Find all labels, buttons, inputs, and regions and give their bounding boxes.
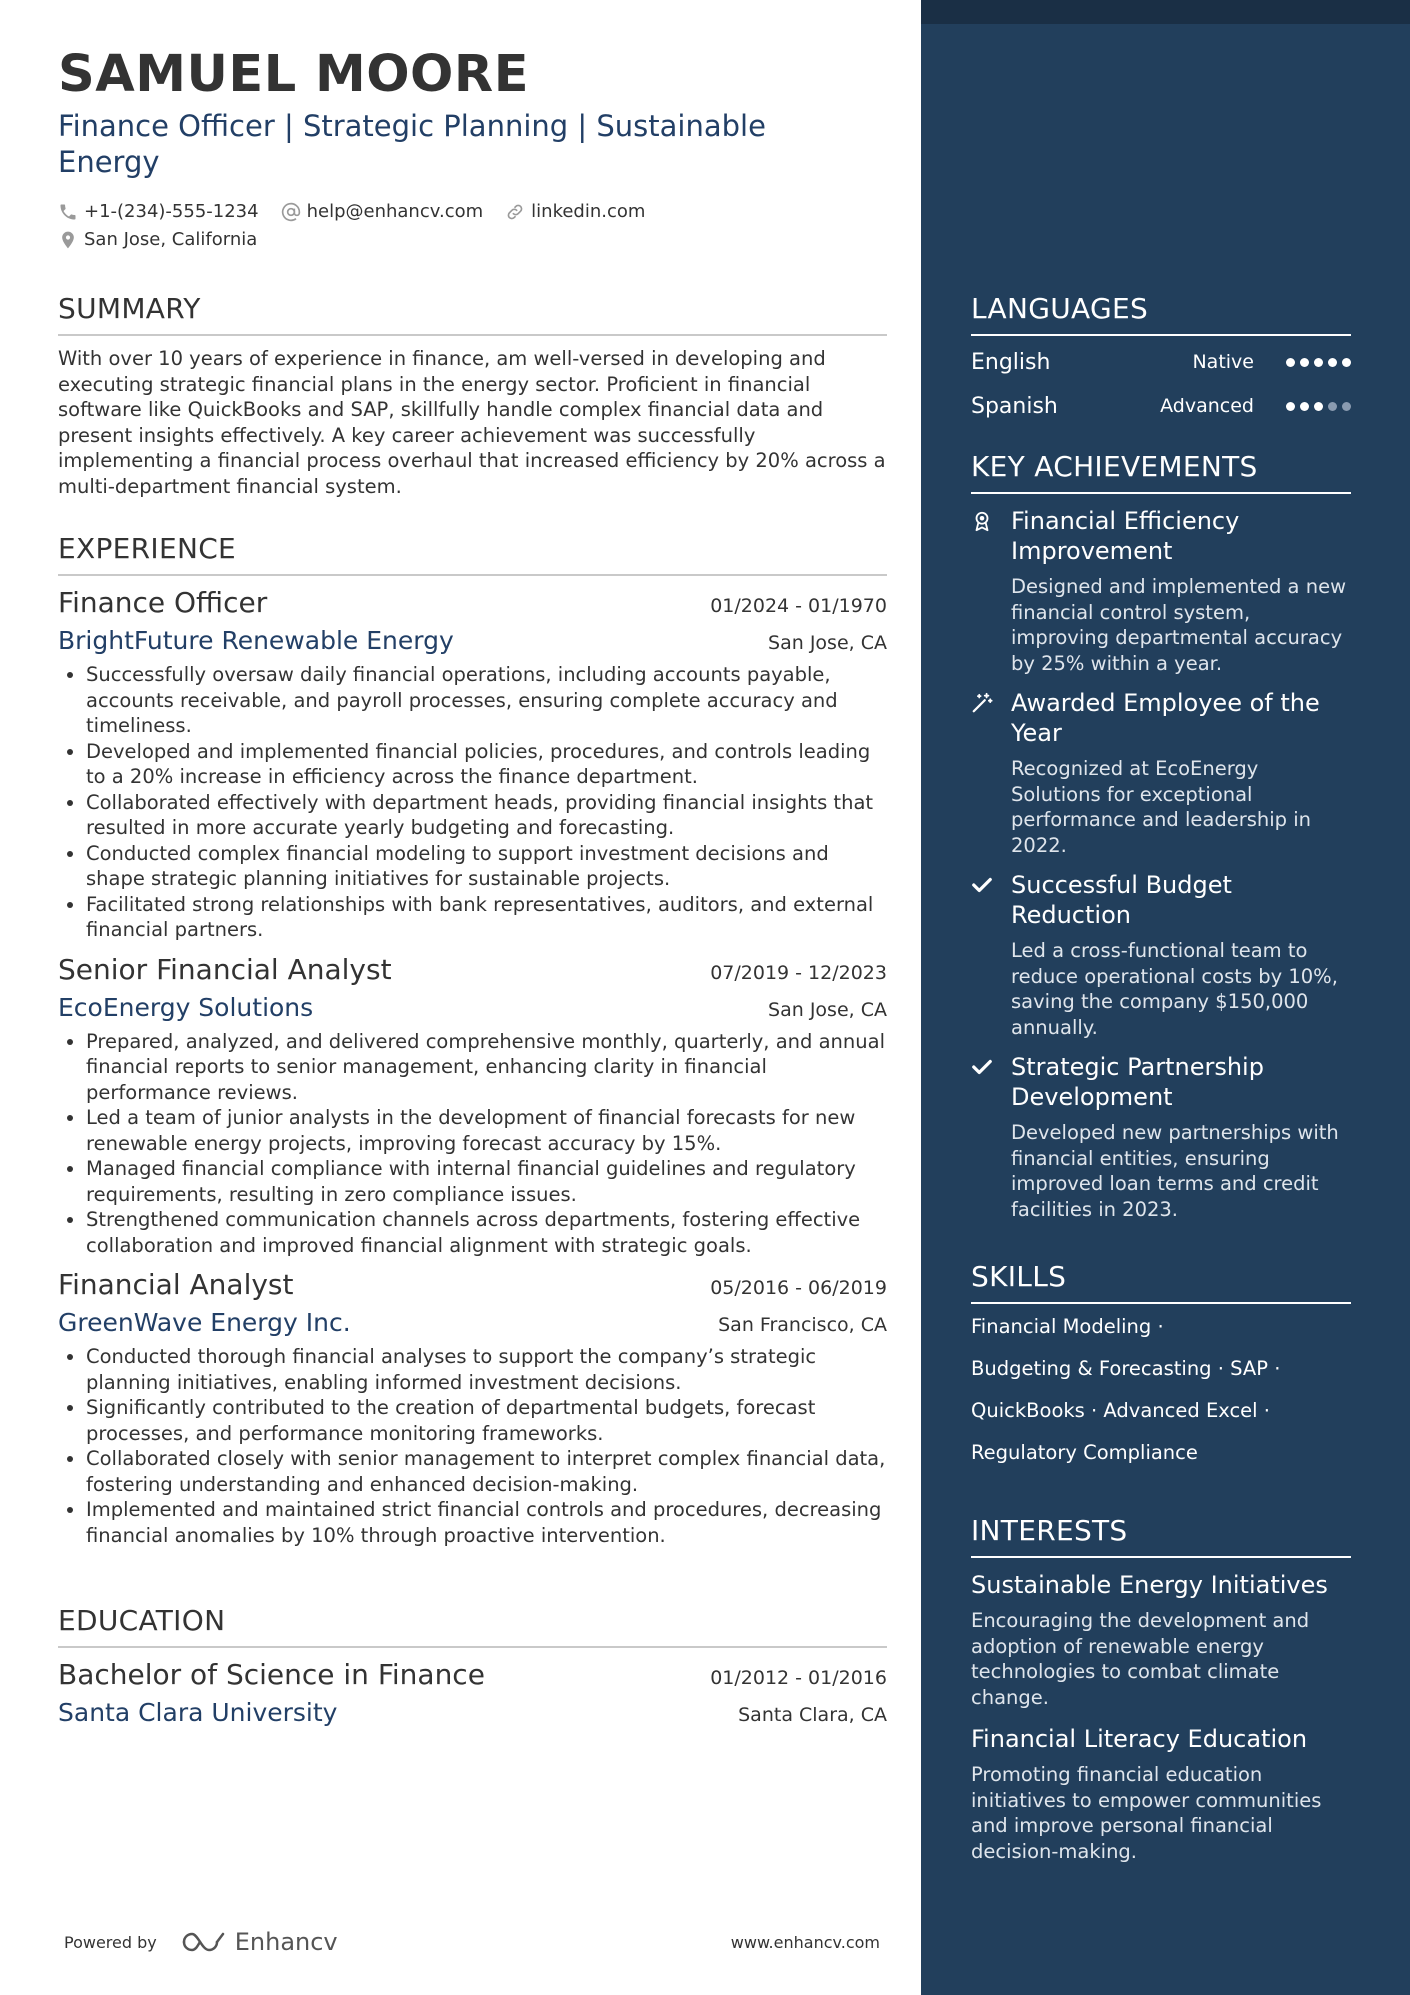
achievements-section [971,450,1351,1222]
interests-title: INTERESTS [971,1514,1351,1558]
achievement-item [971,688,1351,858]
job-bullet: • Conducted thorough financial analyses to support the company’s strategic planning initiatives, enabling informed investment decisions. [86,1344,887,1395]
sidebar-top-band [921,0,1410,24]
link-icon [505,202,525,222]
at-sign-icon [281,202,301,222]
achievement-item [971,870,1351,1040]
skills-section [971,1260,1351,1474]
job-bullet: • Collaborated effectively with department heads, providing financial insights that resulted in more accurate yearly budgeting and forecasting. [86,790,887,841]
rating-dot [1314,358,1323,367]
job-entry [58,584,887,943]
interest-desc: Promoting financial education initiatives to empower communities and improve personal financial decision-making. [971,1763,1322,1863]
achievement-title: Awarded Employee of the Year [1011,689,1320,747]
job-title: Financial Analyst [58,1268,294,1301]
job-entry [58,1266,887,1548]
rating-dot [1328,402,1337,411]
job-bullet: • Led a team of junior analysts in the development of financial forecasts for new renewable energy projects, improving forecast accuracy by 15%. [86,1105,887,1156]
achievement-item [971,506,1351,676]
email-contact[interactable] [281,198,484,226]
powered-by [64,1928,338,1956]
education-section [58,1604,887,1730]
rating-dot [1286,402,1295,411]
skills-title: SKILLS [971,1260,1351,1304]
job-company: BrightFuture Renewable Energy [58,626,454,655]
checkmark-icon [971,874,993,896]
job-location: San Jose, CA [768,632,887,654]
location-contact [58,226,257,254]
job-dates: 07/2019 - 12/2023 [710,961,887,984]
skill-line: QuickBooks · Advanced Excel · [971,1399,1270,1422]
email-text[interactable]: help@enhancv.com [306,201,484,222]
rating-dot [1300,358,1309,367]
language-level: Native [1192,351,1254,373]
language-level: Advanced [1160,395,1254,417]
rating-dot [1314,402,1323,411]
interests-section [971,1514,1351,1864]
language-rating [1286,402,1351,411]
rating-dot [1328,358,1337,367]
language-name: Spanish [971,393,1058,419]
job-location: San Jose, CA [768,998,887,1021]
achievement-desc: Designed and implemented a new financial control system, improving departmental accuracy by 25% within a year. [1011,575,1347,675]
rating-dot [1300,402,1309,411]
job-title: Finance Officer [58,586,268,619]
interest-title: Financial Literacy Education [971,1725,1308,1753]
brand-name: Enhancv [234,1928,338,1956]
interest-item [971,1570,1351,1710]
rating-dot [1342,402,1351,411]
school-name: Santa Clara University [58,1698,338,1727]
job-bullet: • Implemented and maintained strict financial controls and procedures, decreasing financial anomalies by 10% through proactive intervention. [86,1497,887,1548]
job-title: Senior Financial Analyst [58,952,392,986]
phone-icon [58,202,78,222]
checkmark-icon [971,1056,993,1078]
interest-desc: Encouraging the development and adoption of renewable energy technologies to combat climate change. [971,1609,1310,1709]
website-link[interactable]: www.enhancv.com [730,1932,880,1952]
job-bullet: • Facilitated strong relationships with bank representatives, auditors, and external financial partners. [86,892,887,943]
skill-line: Financial Modeling · [971,1315,1164,1338]
achievement-desc: Developed new partnerships with financial entities, ensuring improved loan terms and credit facilities in 2023. [1011,1121,1339,1221]
phone-text: +1-(234)-555-1234 [84,201,259,222]
school-location: Santa Clara, CA [738,1704,887,1726]
languages-section [971,292,1351,428]
job-bullet: • Collaborated closely with senior management to interpret complex financial data, fostering understanding and enhanced decision-making. [86,1446,887,1497]
job-bullets [58,1029,887,1259]
candidate-headline: Finance Officer | Strategic Planning | Sustainable Energy [58,109,766,179]
job-dates: 01/2024 - 01/1970 [710,595,887,617]
achievement-desc: Recognized at EcoEnergy Solutions for exceptional performance and leadership in 2022. [1011,757,1312,857]
resume-header [58,44,887,254]
summary-text: With over 10 years of experience in finance, am well-versed in developing and executing strategic financial plans in the energy sector. Proficient in financial software like QuickBooks and SAP, skillfully handle complex financial data and present insights effectively. A key career achievement was successfully implementing a financial process overhaul that increased efficiency by 20% across a multi-department financial system. [58,347,886,498]
job-bullet: • Managed financial compliance with internal financial guidelines and regulatory requirements, resulting in zero compliance issues. [86,1156,887,1207]
job-bullet: • Conducted complex financial modeling to support investment decisions and shape strategic planning initiatives for sustainable projects. [86,841,887,892]
job-company: GreenWave Energy Inc. [58,1308,351,1337]
job-bullet: • Strengthened communication channels across departments, fostering effective collaboration and improved financial alignment with strategic goals. [86,1207,887,1258]
linkedin-text[interactable]: linkedin.com [531,201,646,222]
education-title: EDUCATION [58,1604,887,1648]
experience-title: EXPERIENCE [58,532,887,576]
phone-contact [58,198,259,226]
achievements-title: KEY ACHIEVEMENTS [971,450,1351,494]
summary-title: SUMMARY [58,292,887,336]
summary-section [58,292,887,499]
rating-dot [1342,358,1351,367]
sidebar [921,0,1410,1995]
enhancv-logo-icon [181,1930,227,1954]
job-bullet: • Successfully oversaw daily financial operations, including accounts payable, accounts receivable, and payroll processes, ensuring complete accuracy and timeliness. [86,662,887,739]
education-dates: 01/2012 - 01/2016 [710,1667,887,1689]
skill-line: Regulatory Compliance [971,1441,1198,1464]
interest-title: Sustainable Energy Initiatives [971,1571,1328,1599]
job-bullet: • Prepared, analyzed, and delivered comprehensive monthly, quarterly, and annual financial reports to senior management, enhancing clarity in financial performance reviews. [86,1029,887,1106]
powered-by-label: Powered by [64,1932,157,1952]
magic-wand-icon [971,692,993,714]
rating-dot [1286,358,1295,367]
job-bullet: • Developed and implemented financial policies, procedures, and controls leading to a 20% increase in efficiency across the finance department. [86,739,887,790]
achievement-title: Successful Budget Reduction [1011,871,1232,929]
contact-info [58,198,887,254]
footer [64,1928,880,1956]
language-row [971,384,1351,428]
job-entry [58,951,887,1259]
achievement-desc: Led a cross-functional team to reduce operational costs by 10%, saving the company $150,000 annually. [1011,939,1338,1039]
location-text: San Jose, California [84,229,258,250]
education-entry [58,1656,887,1730]
language-rating [1286,358,1351,367]
job-company: EcoEnergy Solutions [58,992,314,1022]
language-row [971,340,1351,384]
skill-line: Budgeting & Forecasting · SAP · [971,1357,1281,1380]
job-bullets [58,662,887,943]
linkedin-contact[interactable] [505,198,645,226]
candidate-name: SAMUEL MOORE [58,45,530,104]
interest-item [971,1724,1351,1864]
job-location: San Francisco, CA [718,1314,887,1336]
job-dates: 05/2016 - 06/2019 [710,1277,887,1299]
brand-logo[interactable] [181,1928,338,1956]
job-bullet: • Significantly contributed to the creation of departmental budgets, forecast processes, and performance monitoring frameworks. [86,1395,887,1446]
location-pin-icon [58,230,78,250]
achievement-title: Financial Efficiency Improvement [1011,507,1240,565]
degree-title: Bachelor of Science in Finance [58,1658,485,1691]
languages-title: LANGUAGES [971,292,1351,336]
experience-section [58,532,887,1548]
award-ribbon-icon [971,510,993,532]
achievement-title: Strategic Partnership Development [1011,1053,1264,1111]
language-name: English [971,349,1051,375]
job-bullets [58,1344,887,1548]
achievement-item [971,1052,1351,1222]
